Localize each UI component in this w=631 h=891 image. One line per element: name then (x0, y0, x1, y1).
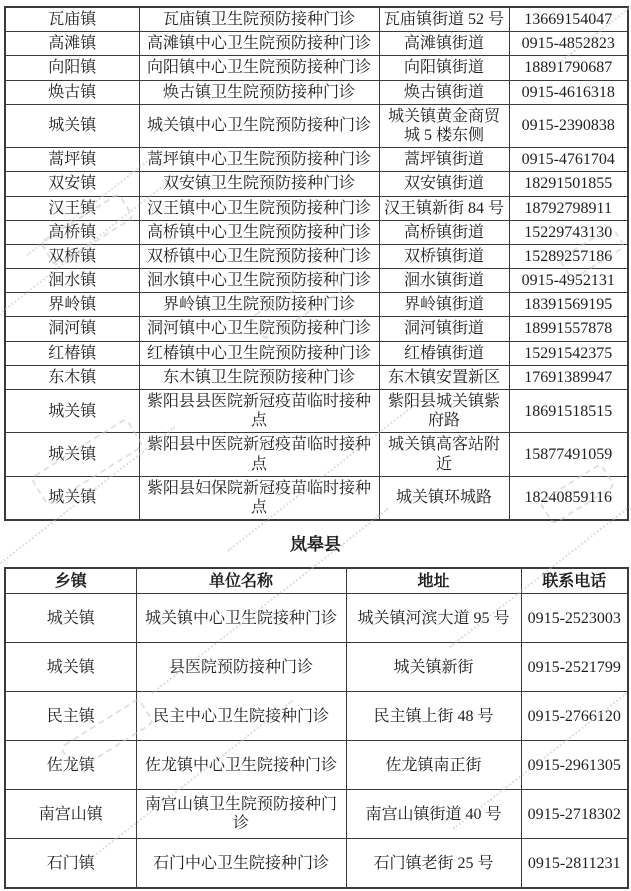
address-cell: 高桥镇街道 (379, 220, 509, 244)
address-cell: 双安镇街道 (379, 172, 509, 196)
table-row (5, 433, 628, 476)
phone-cell: 0915-2521799 (521, 643, 628, 692)
town-cell: 瓦庙镇 (5, 7, 139, 32)
address-cell: 东木镇安置新区 (379, 365, 509, 389)
unit-cell: 南宫山镇卫生院预防接种门诊 (136, 790, 346, 839)
unit-cell: 紫阳县妇保院新冠疫苗临时接种点 (139, 476, 379, 520)
header-row (5, 568, 628, 594)
phone-cell: 0915-2961305 (521, 741, 628, 790)
phone-cell: 0915-4761704 (509, 148, 628, 172)
unit-cell: 石门中心卫生院接种门诊 (136, 839, 346, 889)
address-cell: 城关镇黄金商贸城 5 楼东侧 (379, 104, 509, 147)
unit-cell: 民主中心卫生院接种门诊 (136, 692, 346, 741)
unit-cell: 双安镇卫生院预防接种门诊 (139, 172, 379, 196)
town-cell: 焕古镇 (5, 80, 139, 104)
unit-column-header: 单位名称 (136, 568, 346, 594)
town-cell: 城关镇 (5, 476, 139, 520)
unit-cell: 洄水镇中心卫生院预防接种门诊 (139, 269, 379, 293)
phone-cell: 18691518515 (509, 390, 628, 433)
address-cell: 佐龙镇南正街 (346, 741, 521, 790)
town-cell: 佐龙镇 (5, 741, 136, 790)
unit-cell: 向阳镇中心卫生院预防接种门诊 (139, 56, 379, 80)
unit-cell: 界岭镇卫生院预防接种门诊 (139, 293, 379, 317)
town-column-header: 乡镇 (5, 568, 136, 594)
phone-cell: 15877491059 (509, 433, 628, 476)
address-cell: 民主镇上街 48 号 (346, 692, 521, 741)
unit-cell: 城关镇中心卫生院接种门诊 (136, 594, 346, 643)
address-cell: 蒿坪镇街道 (379, 148, 509, 172)
table-row (5, 365, 628, 389)
table-row (5, 692, 628, 741)
address-cell: 汉王镇新街 84 号 (379, 196, 509, 220)
table-row (5, 643, 628, 692)
phone-cell: 18291501855 (509, 172, 628, 196)
town-cell: 界岭镇 (5, 293, 139, 317)
table-row (5, 80, 628, 104)
address-cell: 向阳镇街道 (379, 56, 509, 80)
table-row (5, 390, 628, 433)
phone-cell: 17691389947 (509, 365, 628, 389)
phone-cell: 18891790687 (509, 56, 628, 80)
clinic-table-continued (4, 6, 629, 521)
table-row (5, 293, 628, 317)
phone-cell: 0915-2718302 (521, 790, 628, 839)
clinic-table-langao-head (5, 568, 628, 594)
table-row (5, 172, 628, 196)
phone-cell: 15291542375 (509, 341, 628, 365)
town-cell: 洄水镇 (5, 269, 139, 293)
town-cell: 向阳镇 (5, 56, 139, 80)
phone-cell: 0915-2390838 (509, 104, 628, 147)
unit-cell: 紫阳县县医院新冠疫苗临时接种点 (139, 390, 379, 433)
town-cell: 南宫山镇 (5, 790, 136, 839)
town-cell: 城关镇 (5, 390, 139, 433)
table-row (5, 839, 628, 889)
town-cell: 蒿坪镇 (5, 148, 139, 172)
phone-cell: 18240859116 (509, 476, 628, 520)
table-row (5, 790, 628, 839)
clinic-table-langao (4, 567, 629, 889)
town-cell: 双桥镇 (5, 244, 139, 268)
unit-cell: 城关镇中心卫生院预防接种门诊 (139, 104, 379, 147)
phone-cell: 15229743130 (509, 220, 628, 244)
address-cell: 城关镇环城路 (379, 476, 509, 520)
table-row (5, 104, 628, 147)
unit-cell: 瓦庙镇卫生院预防接种门诊 (139, 7, 379, 32)
address-cell: 界岭镇街道 (379, 293, 509, 317)
table-row (5, 148, 628, 172)
phone-cell: 0915-2523003 (521, 594, 628, 643)
phone-cell: 15289257186 (509, 244, 628, 268)
phone-cell: 0915-4952131 (509, 269, 628, 293)
table-row (5, 741, 628, 790)
table-row (5, 317, 628, 341)
phone-cell: 18991557878 (509, 317, 628, 341)
town-cell: 城关镇 (5, 594, 136, 643)
table-row (5, 196, 628, 220)
address-cell: 南宫山镇街道 40 号 (346, 790, 521, 839)
phone-cell: 18792798911 (509, 196, 628, 220)
phone-cell: 18391569195 (509, 293, 628, 317)
address-cell: 洞河镇街道 (379, 317, 509, 341)
unit-cell: 焕古镇卫生院预防接种门诊 (139, 80, 379, 104)
unit-cell: 高滩镇中心卫生院预防接种门诊 (139, 32, 379, 56)
address-cell: 城关镇河滨大道 95 号 (346, 594, 521, 643)
address-cell: 高滩镇街道 (379, 32, 509, 56)
town-cell: 城关镇 (5, 433, 139, 476)
address-cell: 瓦庙镇街道 52 号 (379, 7, 509, 32)
table-row (5, 56, 628, 80)
town-cell: 高滩镇 (5, 32, 139, 56)
unit-cell: 洞河镇中心卫生院预防接种门诊 (139, 317, 379, 341)
table-row (5, 594, 628, 643)
phone-cell: 0915-2811231 (521, 839, 628, 889)
unit-cell: 高桥镇中心卫生院预防接种门诊 (139, 220, 379, 244)
town-cell: 洞河镇 (5, 317, 139, 341)
unit-cell: 东木镇卫生院预防接种门诊 (139, 365, 379, 389)
town-cell: 双安镇 (5, 172, 139, 196)
unit-cell: 红椿镇中心卫生院预防接种门诊 (139, 341, 379, 365)
table-row (5, 7, 628, 32)
clinic-table-continued-body (5, 7, 628, 520)
table-row (5, 244, 628, 268)
town-cell: 东木镇 (5, 365, 139, 389)
county-heading: 岚皋县 (290, 535, 341, 555)
phone-cell: 0915-4616318 (509, 80, 628, 104)
clinic-table-langao-body (5, 594, 628, 889)
phone-cell: 13669154047 (509, 7, 628, 32)
town-cell: 石门镇 (5, 839, 136, 889)
unit-cell: 蒿坪镇中心卫生院预防接种门诊 (139, 148, 379, 172)
address-cell: 洄水镇街道 (379, 269, 509, 293)
town-cell: 高桥镇 (5, 220, 139, 244)
unit-cell: 佐龙镇中心卫生院接种门诊 (136, 741, 346, 790)
unit-cell: 双桥镇中心卫生院预防接种门诊 (139, 244, 379, 268)
unit-cell: 紫阳县中医院新冠疫苗临时接种点 (139, 433, 379, 476)
town-cell: 城关镇 (5, 643, 136, 692)
phone-cell: 0915-2766120 (521, 692, 628, 741)
unit-cell: 县医院预防接种门诊 (136, 643, 346, 692)
town-cell: 红椿镇 (5, 341, 139, 365)
address-cell: 红椿镇街道 (379, 341, 509, 365)
table-row (5, 269, 628, 293)
table-row (5, 341, 628, 365)
table-row (5, 476, 628, 520)
town-cell: 民主镇 (5, 692, 136, 741)
address-cell: 石门镇老街 25 号 (346, 839, 521, 889)
address-cell: 焕古镇街道 (379, 80, 509, 104)
town-cell: 汉王镇 (5, 196, 139, 220)
town-cell: 城关镇 (5, 104, 139, 147)
phone-cell: 0915-4852823 (509, 32, 628, 56)
table-row (5, 32, 628, 56)
address-cell: 紫阳县城关镇紫府路 (379, 390, 509, 433)
table-row (5, 220, 628, 244)
address-cell: 双桥镇街道 (379, 244, 509, 268)
address-column-header: 地址 (346, 568, 521, 594)
phone-column-header: 联系电话 (521, 568, 628, 594)
address-cell: 城关镇高客站附近 (379, 433, 509, 476)
address-cell: 城关镇新街 (346, 643, 521, 692)
unit-cell: 汉王镇中心卫生院预防接种门诊 (139, 196, 379, 220)
